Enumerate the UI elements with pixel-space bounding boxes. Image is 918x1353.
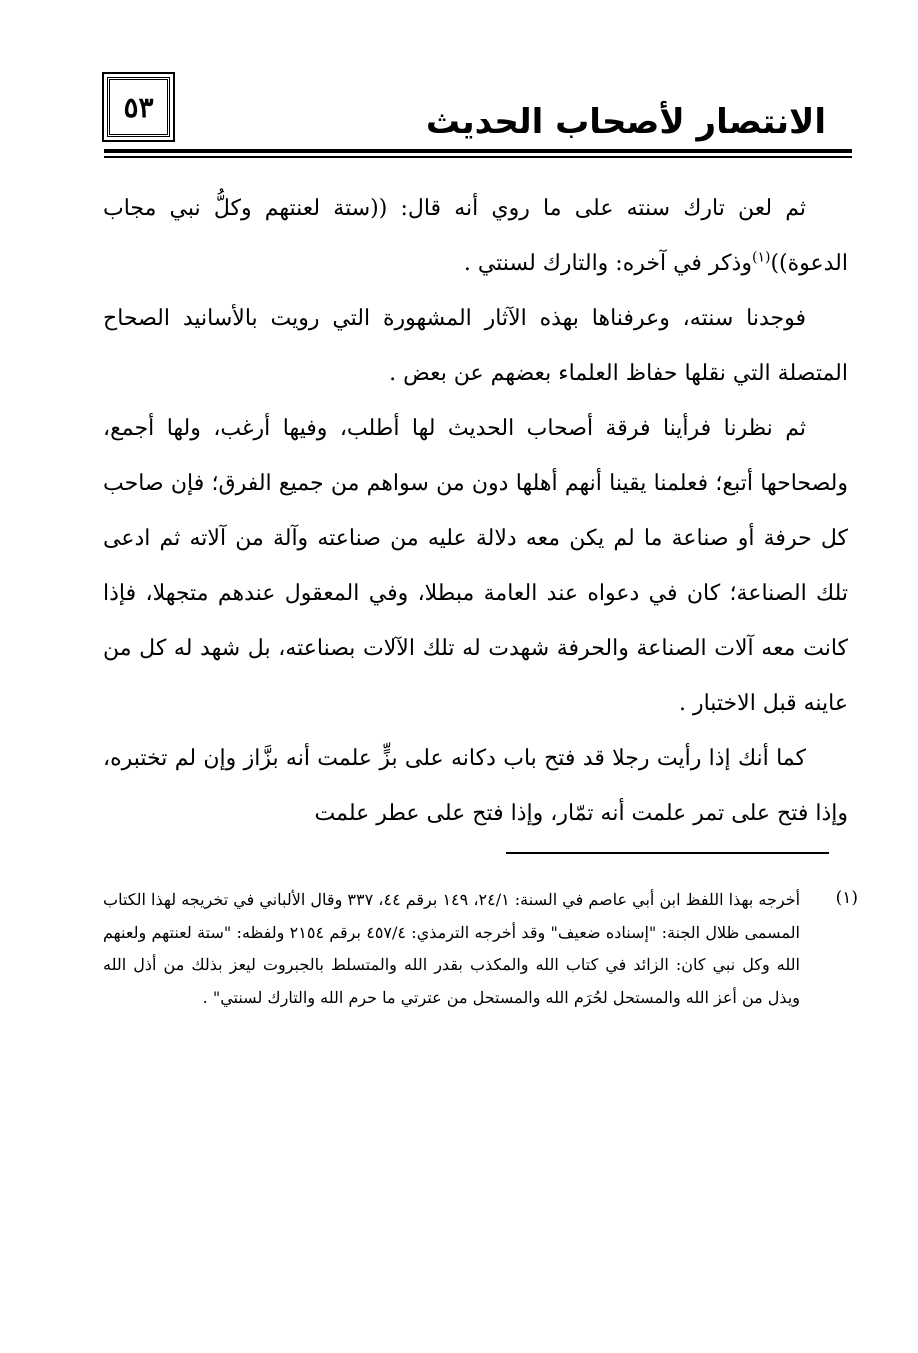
paragraph-4: كما أنك إذا رأيت رجلا قد فتح باب دكانه على بزٍّ علمت أنه بزَّاز وإن لم تختبره، وإذا فتح على تمر علمت أنه تمّار، وإذا فتح على عطر علمت — [103, 746, 848, 826]
paragraph-1 — [103, 181, 848, 291]
running-title: الانتصار لأصحاب الحديث — [425, 102, 826, 142]
paragraph-1-continuation: وذكر في آخره: والتارك لسنتي . — [463, 251, 752, 276]
paragraph-1-text: ثم لعن تارك سنته على ما روي أنه قال: ((ستة لعنتهم وكلُّ نبي مجاب الدعوة)) — [103, 196, 848, 276]
main-text — [103, 181, 848, 841]
paragraph-2: فوجدنا سنته، وعرفناها بهذه الآثار المشهورة التي رويت بالأسانيد الصحاح المتصلة التي نقلها حفاظ العلماء بعضهم عن بعض . — [103, 306, 848, 386]
footnote-marker: (١) — [835, 888, 858, 908]
paragraph-3: ثم نظرنا فرأينا فرقة أصحاب الحديث لها أطلب، وفيها أرغب، ولها أجمع، ولصحاحها أتبع؛ فعلمنا يقينا أنهم أهلها دون من سواهم من جميع الفرق؛ فإن صاحب كل حرفة أو صناعة ما لم يكن معه دلالة عليه من صناعته وآلة من آلاته ثم ادعى تلك الصناعة؛ كان في دعواه عند العامة مبطلا، وفي المعقول عندهم متجهلا، فإذا كانت معه آلات الصناعة والحرفة شهدت له تلك الآلات بصناعته، بل شهد له كل من عاينه قبل الاختبار . — [103, 416, 848, 716]
page-number-text: ٥٣ — [123, 90, 154, 124]
page-number — [107, 77, 170, 137]
header-rule-thick — [104, 149, 852, 153]
footnote-separator — [506, 852, 829, 854]
header-rule-thin — [104, 156, 852, 158]
footnote-text: أخرجه بهذا اللفظ ابن أبي عاصم في السنة: ٢٤/١، ١٤٩ برقم ٤٤، ٣٣٧ وقال الألباني في تخريجه لهذا الكتاب المسمى ظلال الجنة: "إسناده ضعيف" وقد أخرجه الترمذي: ٤٥٧/٤ برقم ٢١٥٤ ولفظه: "ستة لعنتهم ولعنهم الله وكل نبي كان: الزائد في كتاب الله والمكذب بقدر الله والمتسلط بالجبروت ليعز بذلك من أذل الله ويذل من أعز الله والمستحل لحُرَم الله والمستحل من عترتي ما حرم الله والتارك لسنتي" . — [103, 890, 801, 1007]
footnote-reference: (١) — [751, 249, 771, 266]
